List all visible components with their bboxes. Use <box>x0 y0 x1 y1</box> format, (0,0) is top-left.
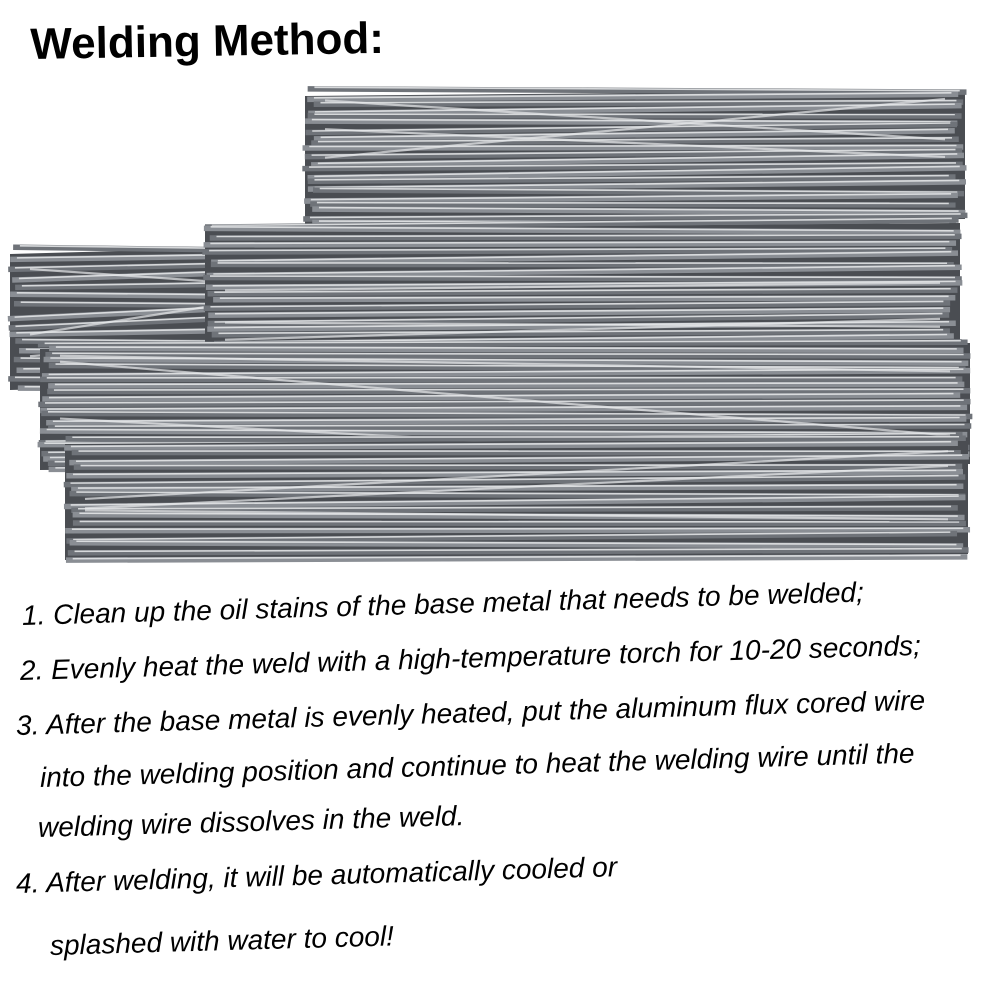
welding-rod <box>313 204 953 205</box>
welding-rod <box>76 523 964 524</box>
welding-rod <box>68 530 967 531</box>
page-title: Welding Method: <box>30 13 385 69</box>
step-3-end-text: welding wire dissolves in the weld. <box>37 800 465 843</box>
rod-highlight <box>317 203 949 204</box>
step-1-text: 1. Clean up the oil stains of the base metal that needs to be welded; <box>21 576 865 631</box>
step-3-text: 3. After the base metal is evenly heated, put the aluminum flux cored wire <box>15 684 926 741</box>
rod-highlight <box>54 389 964 390</box>
rod-highlight <box>72 528 963 529</box>
step-2-text: 2. Evenly heat the weld with a high-temperature torch for 10-20 seconds; <box>19 629 922 686</box>
step-4-continued-text: splashed with water to cool! <box>49 920 395 961</box>
welding-rod <box>50 391 968 392</box>
welding-rod <box>77 466 960 467</box>
rod-highlight <box>81 465 956 466</box>
welding-rods-image <box>0 80 1000 580</box>
step-3-continued-text: into the welding position and continue to heat the welding wire until the <box>39 737 915 793</box>
step-4-text: 4. After welding, it will be automatically cooled or <box>15 851 618 899</box>
welding-rods-bundle <box>10 87 970 560</box>
rod-highlight <box>80 521 960 522</box>
rod-highlight <box>309 145 956 146</box>
